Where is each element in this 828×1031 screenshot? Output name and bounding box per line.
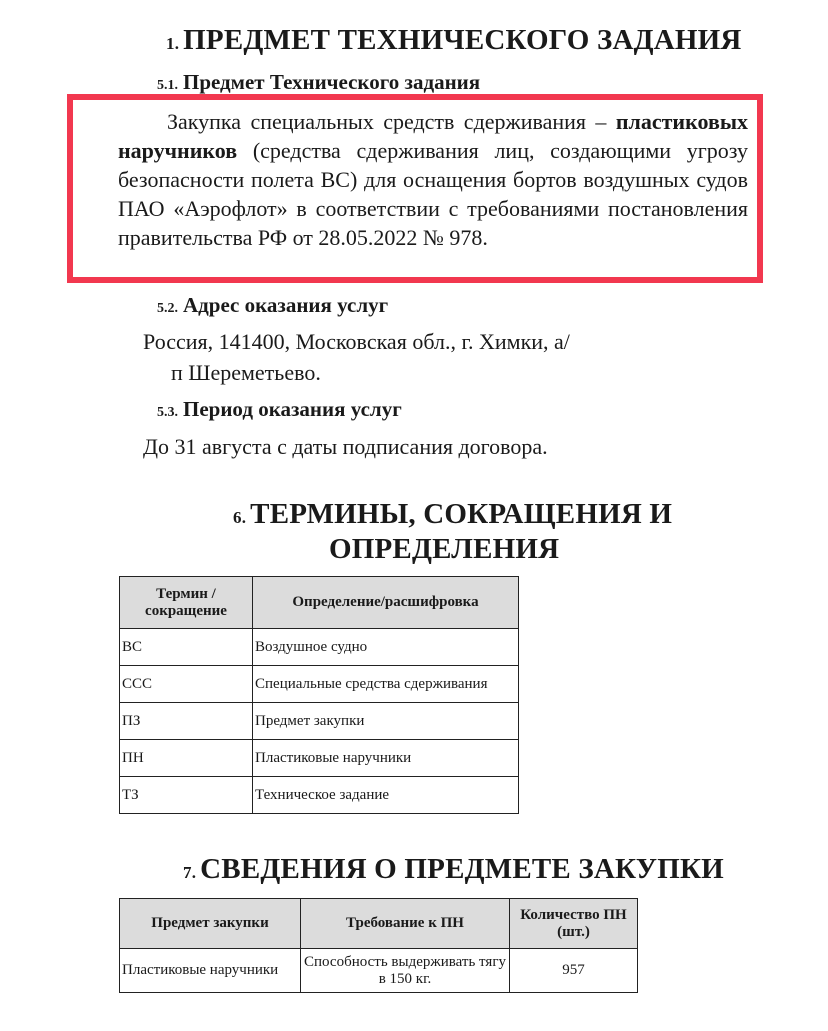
terms-table-header-row <box>120 577 519 629</box>
section-number: 7. <box>183 863 197 882</box>
address-line-1: Россия, 141400, Московская обл., г. Химки, а/ <box>143 329 570 354</box>
term-cell: ССС <box>120 666 253 703</box>
subsection-number: 5.2. <box>157 301 178 316</box>
term-cell: ПЗ <box>120 703 253 740</box>
subject-bold-text: пластиковых наручников <box>118 109 749 163</box>
purchase-subject-cell: Пластиковые наручники <box>120 949 301 993</box>
definition-cell: Предмет закупки <box>253 703 519 740</box>
section-1-heading <box>166 24 742 57</box>
definition-cell: Пластиковые наручники <box>253 740 519 777</box>
table-row <box>120 740 519 777</box>
purchase-requirement-cell: Способность выдерживать тягу в 150 кг. <box>301 949 510 993</box>
table-row <box>120 777 519 814</box>
purchase-header-quantity: Количество ПН (шт.) <box>510 899 638 949</box>
section-6-heading-line-2: ОПРЕДЕЛЕНИЯ <box>329 533 560 565</box>
subsection-5-1-heading <box>157 70 480 95</box>
purchase-table-header-row <box>120 899 638 949</box>
terms-header-term: Термин / сокращение <box>120 577 253 629</box>
section-title: ПРЕДМЕТ ТЕХНИЧЕСКОГО ЗАДАНИЯ <box>183 24 742 56</box>
table-row <box>120 703 519 740</box>
purchase-table <box>119 898 638 993</box>
table-row <box>120 949 638 993</box>
subject-rest-text: (средства сдерживания лиц, создающими угрозу безопасности полета ВС) для оснащения бортов воздушных судов ПАО «Аэрофлот» в соответствии с требованиями постановления правительства РФ от 28.05.2022 № 978. <box>118 138 748 250</box>
definition-cell: Специальные средства сдерживания <box>253 666 519 703</box>
table-row <box>120 629 519 666</box>
subsection-number: 5.1. <box>157 78 178 93</box>
terms-table <box>119 576 519 814</box>
definition-cell: Воздушное судно <box>253 629 519 666</box>
section-title-line-1: ТЕРМИНЫ, СОКРАЩЕНИЯ И <box>250 498 673 530</box>
section-title: СВЕДЕНИЯ О ПРЕДМЕТЕ ЗАКУПКИ <box>200 853 724 885</box>
address-line-2: п Шереметьево. <box>171 360 321 385</box>
purchase-quantity-cell: 957 <box>510 949 638 993</box>
subsection-title: Адрес оказания услуг <box>183 293 389 317</box>
subsection-5-2-heading <box>157 293 388 318</box>
terms-header-definition: Определение/расшифровка <box>253 577 519 629</box>
purchase-header-requirement: Требование к ПН <box>301 899 510 949</box>
subsection-5-3-heading <box>157 397 402 422</box>
section-6-heading <box>233 498 672 531</box>
section-number: 1. <box>166 34 180 53</box>
definition-cell: Техническое задание <box>253 777 519 814</box>
subsection-title: Предмет Технического задания <box>183 70 481 94</box>
period-text: До 31 августа с даты подписания договора. <box>143 434 548 459</box>
purchase-header-subject: Предмет закупки <box>120 899 301 949</box>
term-cell: ВС <box>120 629 253 666</box>
subsection-number: 5.3. <box>157 405 178 420</box>
subject-lead-text: Закупка специальных средств сдерживания – <box>167 109 607 134</box>
section-number: 6. <box>233 508 247 527</box>
section-7-heading <box>183 853 724 886</box>
term-cell: ТЗ <box>120 777 253 814</box>
table-row <box>120 666 519 703</box>
term-cell: ПН <box>120 740 253 777</box>
highlight-box <box>67 94 763 283</box>
subsection-title: Период оказания услуг <box>183 397 402 421</box>
